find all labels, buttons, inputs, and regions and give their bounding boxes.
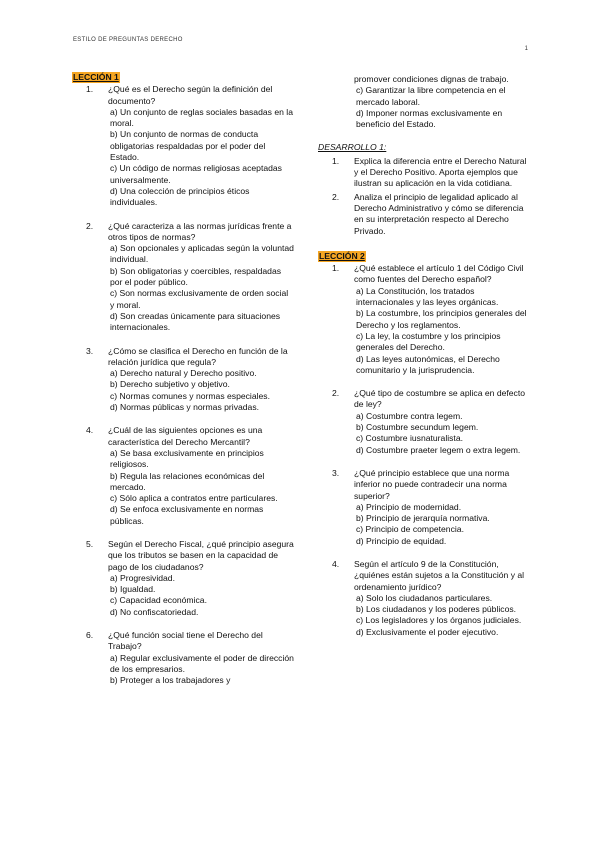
question-number: 4. (86, 425, 94, 436)
question-item (72, 84, 294, 208)
option-c: c) Capacidad económica. (110, 595, 207, 606)
desarrollo-1-items (318, 156, 528, 237)
option-d: d) Las leyes autonómicas, el Derecho comunitario y la jurisprudencia. (356, 353, 500, 375)
lesson-2-questions (318, 263, 528, 638)
option-c: c) Principio de competencia. (356, 524, 464, 535)
page-number: 1 (524, 46, 528, 52)
option-a: a) Progresividad. (110, 572, 175, 583)
option-c: c) Los legisladores y los órganos judiciales. (356, 615, 522, 626)
question-number: 6. (86, 630, 94, 641)
lesson-2-title: LECCIÓN 2 (319, 250, 365, 261)
option-d: d) Costumbre praeter legem o extra legem. (356, 444, 521, 455)
option-a: a) Son opcionales y aplicadas según la voluntad individual. (110, 243, 294, 265)
option-b: b) Costumbre secundum legem. (356, 422, 479, 433)
left-column (72, 72, 294, 699)
option-b: b) Regula las relaciones económicas del mercado. (110, 470, 265, 492)
option-d: d) No confiscatoriedad. (110, 606, 199, 617)
question-text: ¿Qué es el Derecho según la definición del documento? (108, 84, 273, 106)
question-item (72, 630, 294, 686)
option-d: d) Normas públicas y normas privadas. (110, 402, 260, 413)
essay-item (318, 192, 528, 237)
option-a: a) La Constitución, los tratados internacionales y las leyes orgánicas. (356, 285, 499, 308)
option-a: a) Costumbre contra legem. (356, 410, 463, 421)
option-d: d) Imponer normas exclusivamente en beneficio del Estado. (356, 107, 503, 130)
option-b: b) Los ciudadanos y los poderes públicos. (356, 604, 517, 615)
option-c: c) Costumbre iusnaturalista. (356, 433, 463, 444)
option-a: a) Un conjunto de reglas sociales basadas en la moral. (110, 106, 293, 129)
question-text: ¿Cómo se clasifica el Derecho en función de la relación jurídica que regula? (108, 345, 288, 367)
question-number: 3. (86, 345, 94, 356)
option-b: b) Son obligatorias y coercibles, respaldadas por el poder público. (110, 265, 282, 288)
option-d: d) Son creadas únicamente para situaciones internacionales. (110, 310, 281, 333)
option-a: a) Principio de modernidad. (356, 501, 462, 512)
document-header: ESTILO DE PREGUNTAS DERECHO (73, 37, 183, 43)
option-c: c) La ley, la costumbre y los principios generales del Derecho. (356, 330, 501, 353)
option-d: d) Se enfoca exclusivamente en normas públicas. (110, 504, 264, 526)
question-item (72, 346, 294, 414)
essay-number: 2. (332, 191, 340, 202)
question-item (318, 388, 528, 456)
question-number: 2. (332, 388, 340, 399)
question-text: ¿Qué caracteriza a las normas jurídicas frente a otros tipos de normas? (108, 220, 292, 242)
question-text: ¿Qué función social tiene el Derecho del Trabajo? (108, 630, 263, 652)
question-text: ¿Qué principio establece que una norma inferior no puede contradecir una norma superior? (354, 467, 510, 501)
option-a: a) Regular exclusivamente el poder de dirección de los empresarios. (110, 652, 294, 674)
essay-item (318, 156, 528, 190)
right-column (318, 74, 528, 650)
option-b: b) Igualdad. (110, 584, 156, 595)
lesson-1-title: LECCIÓN 1 (73, 72, 119, 82)
option-c: c) Garantizar la libre competencia en el mercado laboral. (356, 85, 506, 107)
option-d: d) Una colección de principios éticos individuales. (110, 185, 250, 208)
option-b: b) La costumbre, los principios generales del Derecho y los reglamentos. (356, 308, 527, 330)
question-text: ¿Qué establece el artículo 1 del Código Civil como fuentes del Derecho español? (354, 263, 524, 285)
essay-text: Analiza el principio de legalidad aplicado al Derecho Administrativo y cómo se diferencia en su interpretación respecto al Derecho Privado. (354, 191, 524, 236)
lesson-1-questions (72, 84, 294, 686)
option-c: c) Un código de normas religiosas aceptadas universalmente. (110, 163, 282, 185)
question-item (72, 221, 294, 334)
question-item (318, 468, 528, 547)
option-b: b) Proteger a los trabajadores y (110, 675, 231, 686)
essay-text: Explica la diferencia entre el Derecho Natural y el Derecho Positivo. Aporta ejemplos que ilustran su aplicación en la vida cotidiana. (354, 155, 527, 189)
option-c: c) Sólo aplica a contratos entre particulares. (110, 493, 278, 504)
option-d: d) Exclusivamente el poder ejecutivo. (356, 626, 499, 637)
question-text: Según el Derecho Fiscal, ¿qué principio asegura que los tributos se basen en la capacidad de pago de los ciudadanos? (108, 538, 294, 572)
question-number: 1. (86, 84, 94, 95)
desarrollo-1-title: DESARROLLO 1: (318, 142, 387, 153)
option-b: b) Derecho subjetivo y objetivo. (110, 379, 230, 390)
question-text: ¿Cuál de las siguientes opciones es una característica del Derecho Mercantil? (108, 425, 263, 447)
option-c: c) Son normas exclusivamente de orden social y moral. (110, 288, 289, 310)
option-b: b) Un conjunto de normas de conducta obligatorias respaldadas por el poder del Estado. (110, 129, 266, 163)
option-a: a) Se basa exclusivamente en principios religiosos. (110, 447, 264, 470)
question-number: 1. (332, 263, 340, 274)
question-text: ¿Qué tipo de costumbre se aplica en defecto de ley? (354, 388, 526, 410)
question-item (72, 539, 294, 618)
option-c: c) Normas comunes y normas especiales. (110, 390, 270, 401)
question-item (318, 559, 528, 638)
question-continuation (318, 74, 528, 130)
option-a: a) Solo los ciudadanos particulares. (356, 592, 493, 603)
question-number: 4. (332, 558, 340, 569)
question-number: 3. (332, 467, 340, 478)
essay-number: 1. (332, 155, 340, 166)
question-item (72, 425, 294, 527)
question-number: 2. (86, 220, 94, 231)
continuation-text: promover condiciones dignas de trabajo. (354, 74, 509, 84)
question-number: 5. (86, 538, 94, 549)
question-text: Según el artículo 9 de la Constitución, ¿quiénes están sujetos a la Constitución y al ordenamiento jurídico? (354, 558, 525, 592)
option-a: a) Derecho natural y Derecho positivo. (110, 368, 257, 379)
option-b: b) Principio de jerarquía normativa. (356, 513, 490, 524)
question-item (318, 263, 528, 376)
option-d: d) Principio de equidad. (356, 535, 447, 546)
